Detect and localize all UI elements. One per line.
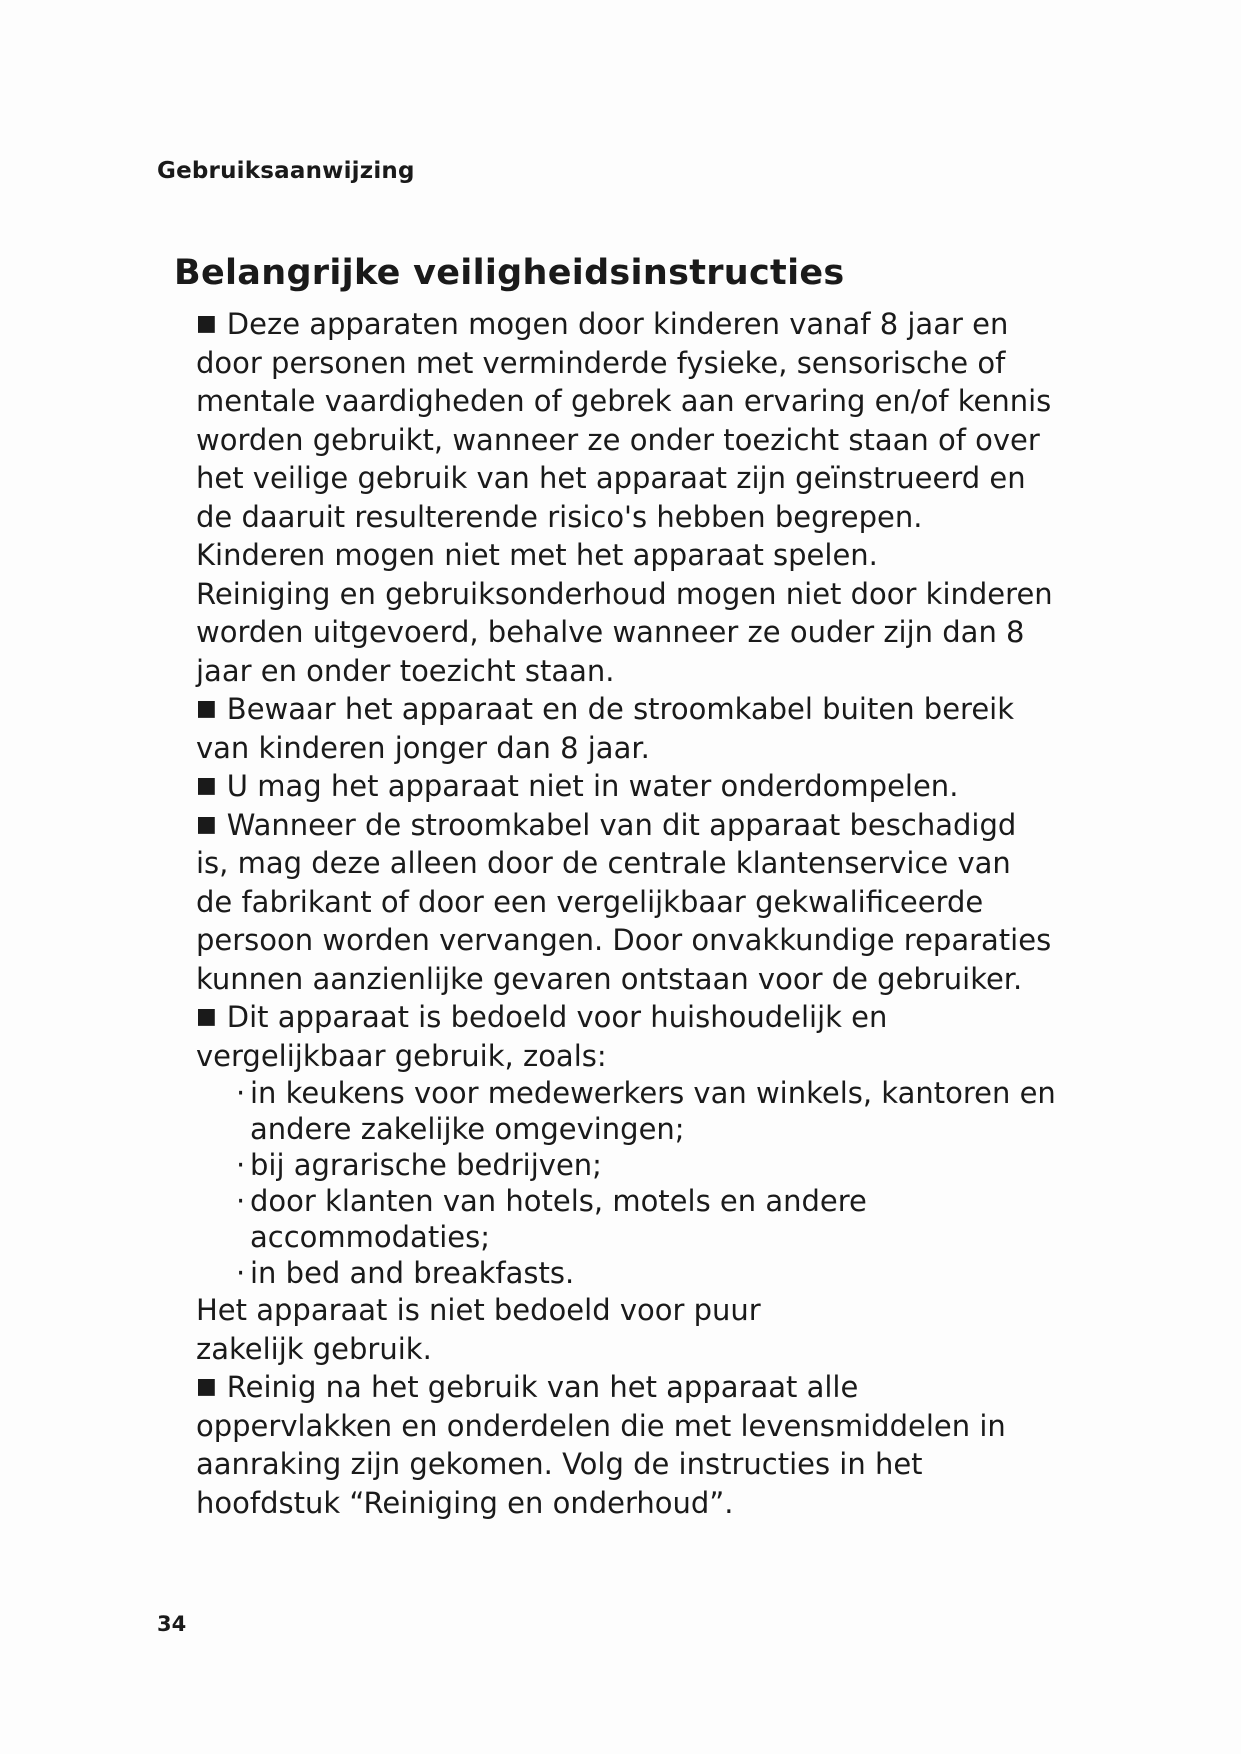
instruction-intended-use: [196, 998, 1056, 1075]
sub-bullet-icon: ·: [236, 1184, 246, 1218]
page-number: 34: [157, 1612, 187, 1636]
instruction-text: Bewaar het apparaat en de stroomkabel buiten bereik van kinderen jonger dan 8 jaar.: [196, 692, 1015, 765]
bullet-icon: ■: [196, 696, 217, 721]
instruction-children-cleaning: Reiniging en gebruiksonderhoud mogen niet door kinderen worden uitgevoerd, behalve wanneer ze ouder zijn dan 8 jaar en onder toezicht staan.: [196, 576, 1053, 688]
bullet-icon: ■: [196, 811, 217, 837]
instruction-power-cable: [196, 806, 1056, 999]
instruction-storage: [196, 690, 1056, 767]
list-item: · door klanten van hotels, motels en andere accommodaties;: [236, 1184, 867, 1254]
intended-use-list: [196, 1075, 1056, 1291]
instruction-text: Deze apparaten mogen door kinderen vanaf 8 jaar en door personen met verminderde fysieke, sensorische of mentale vaardigheden of gebrek aan ervaring en/of kennis worden gebruikt, wanneer ze onder toezicht staan of over het veilige gebruik van het apparaat zijn geïnstrueerd en de daaruit resulterende risico's hebben begrepen.: [196, 307, 1052, 534]
safety-instructions-body: [196, 305, 1056, 1522]
list-item: · bij agrarische bedrijven;: [236, 1148, 602, 1182]
running-header: Gebruiksaanwijzing: [157, 158, 415, 184]
section-title: Belangrijke veiligheidsinstructies: [174, 253, 845, 293]
list-item: · in keukens voor medewerkers van winkels, kantoren en andere zakelijke omgevingen;: [236, 1076, 1056, 1146]
bullet-icon: ■: [196, 1374, 217, 1399]
instruction-text: Dit apparaat is bedoeld voor huishoudelijk en vergelijkbaar gebruik, zoals:: [196, 1000, 888, 1073]
instruction-text: Reinig na het gebruik van het apparaat alle oppervlakken en onderdelen die met levensmiddelen in aanraking zijn gekomen. Volg de instructies in het hoofdstuk “Reiniging en onderhoud”.: [196, 1370, 1006, 1520]
instruction-not-commercial: Het apparaat is niet bedoeld voor puur zakelijk gebruik.: [196, 1293, 761, 1366]
instruction-text: Wanneer de stroomkabel van dit apparaat beschadigd is, mag deze alleen door de centrale klantenservice van de fabrikant of door een vergelijkbaar gekwalificeerde persoon worden vervangen. Door onvakkundige reparaties kunnen aanzienlijke gevaren ontstaan voor de gebruiker.: [196, 807, 1052, 996]
bullet-icon: ■: [196, 1004, 217, 1029]
bullet-icon: ■: [196, 311, 217, 336]
instruction-text: U mag het apparaat niet in water onderdompelen.: [226, 769, 959, 803]
list-item: · in bed and breakfasts.: [236, 1256, 575, 1290]
sub-bullet-icon: ·: [236, 1148, 246, 1182]
instruction-water: [196, 767, 1056, 806]
instruction-children-supervision: [196, 305, 1056, 536]
instruction-cleaning: [196, 1368, 1056, 1522]
bullet-icon: ■: [196, 773, 217, 798]
instruction-children-play: Kinderen mogen niet met het apparaat spelen.: [196, 538, 878, 572]
sub-bullet-icon: ·: [236, 1076, 246, 1110]
sub-bullet-icon: ·: [236, 1256, 246, 1290]
